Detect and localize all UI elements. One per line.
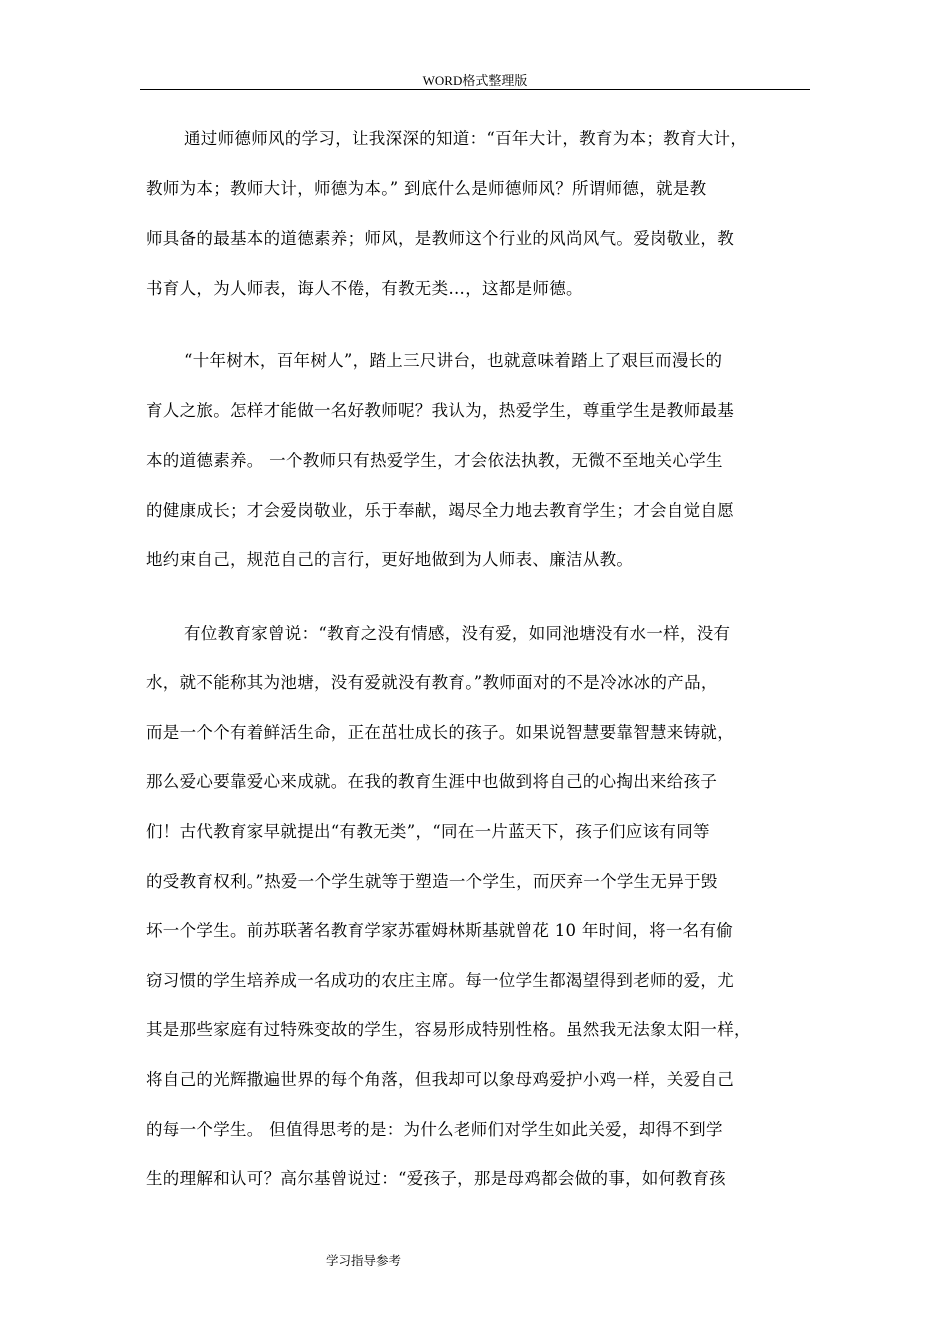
text-line: 那么爱心要靠爱心来成就。在我的教育生涯中也做到将自己的心掏出来给孩子 (146, 772, 718, 791)
text-line: 通过师德师风的学习，让我深深的知道：“百年大计，教育为本；教育大计， (184, 129, 748, 148)
page-header: WORD格式整理版 (422, 73, 528, 88)
text-line: 生的理解和认可？高尔基曾说过：“爱孩子，那是母鸡都会做的事，如何教育孩 (146, 1169, 726, 1188)
text-line: 水，就不能称其为池塘，没有爱就没有教育。”教师面对的不是冷冰冰的产品， (146, 673, 718, 692)
text-line: 师具备的最基本的道德素养；师风，是教师这个行业的风尚风气。爱岗敬业，教 (146, 229, 734, 248)
header-rule (140, 89, 810, 90)
page-footer: 学习指导参考 (326, 1253, 402, 1268)
text-line: 将自己的光辉撒遍世界的每个角落，但我却可以象母鸡爱护小鸡一样，关爱自己 (146, 1070, 734, 1089)
text-line: 有位教育家曾说：“教育之没有情感，没有爱，如同池塘没有水一样，没有 (184, 624, 731, 643)
text-line: “十年树木，百年树人”，踏上三尺讲台，也就意味着踏上了艰巨而漫长的 (184, 351, 723, 370)
text-line: 的健康成长；才会爱岗敬业，乐于奉献，竭尽全力地去教育学生；才会自觉自愿 (146, 501, 734, 520)
text-line: 的受教育权利。”热爱一个学生就等于塑造一个学生，而厌弃一个学生无异于毁 (146, 872, 718, 891)
text-line: 而是一个个有着鲜活生命，正在茁壮成长的孩子。如果说智慧要靠智慧来铸就， (146, 723, 734, 742)
text-line: 育人之旅。怎样才能做一名好教师呢？我认为，热爱学生，尊重学生是教师最基 (146, 401, 734, 420)
text-line: 教师为本；教师大计，师德为本。” 到底什么是师德师风？所谓师德，就是教 (146, 179, 707, 198)
text-line: 坏一个学生。前苏联著名教育学家苏霍姆林斯基就曾花 10 年时间，将一名有偷 (146, 921, 734, 940)
text-line: 本的道德素养。 一个教师只有热爱学生，才会依法执教，无微不至地关心学生 (146, 451, 723, 470)
text-line: 书育人，为人师表，诲人不倦，有教无类…，这都是师德。 (146, 279, 583, 298)
text-line: 其是那些家庭有过特殊变故的学生，容易形成特别性格。虽然我无法象太阳一样， (146, 1020, 751, 1039)
text-line: 窃习惯的学生培养成一名成功的农庄主席。每一位学生都渴望得到老师的爱，尤 (146, 971, 734, 990)
text-line: 们！古代教育家早就提出“有教无类”，“同在一片蓝天下，孩子们应该有同等 (146, 822, 710, 841)
text-line: 的每一个学生。 但值得思考的是：为什么老师们对学生如此关爱，却得不到学 (146, 1120, 723, 1139)
text-line: 地约束自己，规范自己的言行，更好地做到为人师表、廉洁从教。 (146, 550, 634, 569)
